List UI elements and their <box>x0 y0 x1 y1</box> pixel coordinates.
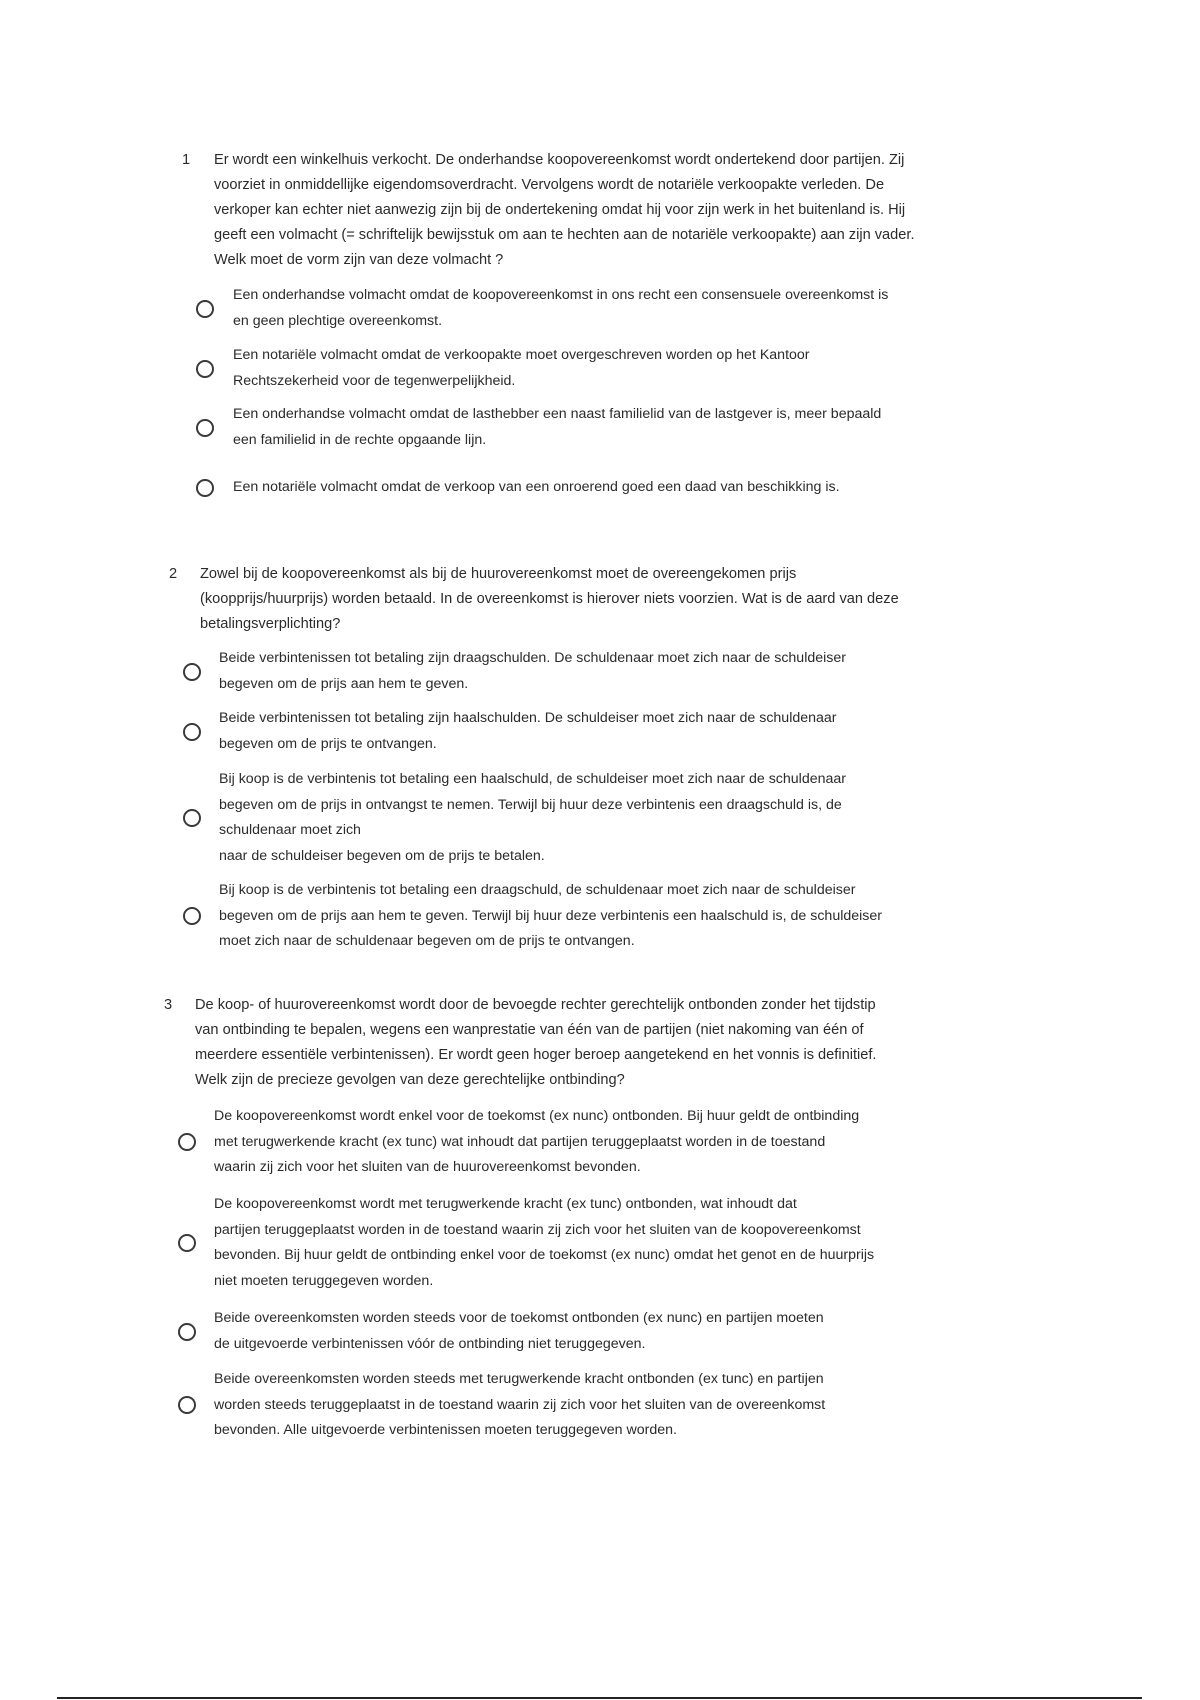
question-number: 1 <box>182 152 191 168</box>
question-line: geeft een volmacht (= schriftelijk bewijsstuk om aan te hechten aan de notariële verkoopakte) aan zijn vader. <box>214 227 915 243</box>
answer-option-2d[interactable] <box>0 878 1200 956</box>
answer-option-2b[interactable] <box>0 706 1200 760</box>
radio-button[interactable] <box>183 907 201 925</box>
radio-button[interactable] <box>178 1323 196 1341</box>
question-line: Welk moet de vorm zijn van deze volmacht ? <box>214 252 504 268</box>
option-text: Een notariële volmacht omdat de verkoop van een onroerend goed een daad van beschikking is. <box>233 479 840 495</box>
radio-button[interactable] <box>183 723 201 741</box>
question-line: betalingsverplichting? <box>200 616 341 632</box>
option-text: Beide overeenkomsten worden steeds met terugwerkende kracht ontbonden (ex tunc) en partijen worden steeds teruggeplaatst in de toestand waarin zij zich voor het sluiten van de overeenkomst bevonden. Alle uitgevoerde verbintenissen moeten teruggegeven worden. <box>214 1371 826 1438</box>
answer-option-3c[interactable] <box>0 1306 1200 1360</box>
option-text: Een onderhandse volmacht omdat de koopovereenkomst in ons recht een consensuele overeenkomst is en geen plechtige overeenkomst. <box>233 287 889 329</box>
radio-button[interactable] <box>183 663 201 681</box>
question-line: Welk zijn de precieze gevolgen van deze gerechtelijke ontbinding? <box>195 1072 625 1088</box>
option-text: De koopovereenkomst wordt enkel voor de toekomst (ex nunc) ontbonden. Bij huur geldt de ontbinding met terugwerkende kracht (ex tunc) wat inhoudt dat partijen teruggeplaatst worden in de toestand waarin zij zich voor het sluiten van de huurovereenkomst bevonden. <box>214 1108 860 1175</box>
option-text: Beide verbintenissen tot betaling zijn haalschulden. De schuldeiser moet zich naar de schuldenaar begeven om de prijs te ontvangen. <box>219 710 837 752</box>
question-number: 3 <box>164 997 173 1013</box>
answer-option-2c[interactable] <box>0 767 1200 871</box>
question-line: van ontbinding te bepalen, wegens een wanprestatie van één van de partijen (niet nakoming van één of <box>195 1022 864 1038</box>
question-line: (koopprijs/huurprijs) worden betaald. In de overeenkomst is hierover niets voorzien. Wat is de aard van deze <box>200 591 899 607</box>
answer-option-3d[interactable] <box>0 1367 1200 1445</box>
radio-button[interactable] <box>196 479 214 497</box>
radio-button[interactable] <box>196 360 214 378</box>
answer-option-3a[interactable] <box>0 1104 1200 1182</box>
radio-button[interactable] <box>196 300 214 318</box>
question-text <box>195 993 1075 1093</box>
question-2 <box>169 562 1069 637</box>
question-3 <box>164 993 1074 1093</box>
option-text: Een onderhandse volmacht omdat de lasthebber een naast familielid van de lastgever is, meer bepaald een familielid in de rechte opgaande lijn. <box>233 406 882 448</box>
question-text <box>214 148 1074 273</box>
option-text: Beide overeenkomsten worden steeds voor de toekomst ontbonden (ex nunc) en partijen moeten de uitgevoerde verbintenissen vóór de ontbinding niet teruggegeven. <box>214 1310 824 1352</box>
option-text: Bij koop is de verbintenis tot betaling een haalschuld, de schuldeiser moet zich naar de schuldenaar begeven om de prijs in ontvangst te nemen. Terwijl bij huur deze verbintenis een draagschuld is, de schuldenaar moet zich naar de schuldeiser begeven om de prijs te betalen. <box>219 771 847 864</box>
radio-button[interactable] <box>178 1396 196 1414</box>
answer-option-1d[interactable] <box>0 475 1200 503</box>
answer-option-1a[interactable] <box>0 283 1200 337</box>
question-1 <box>182 148 1062 273</box>
question-line: verkoper kan echter niet aanwezig zijn bij de ondertekening omdat hij voor zijn werk in het buitenland is. Hij <box>214 202 906 218</box>
radio-button[interactable] <box>196 419 214 437</box>
answer-option-1b[interactable] <box>0 343 1200 397</box>
question-line: voorziet in onmiddellijke eigendomsoverdracht. Vervolgens wordt de notariële verkoopakte verleden. De <box>214 177 885 193</box>
answer-option-2a[interactable] <box>0 646 1200 700</box>
question-line: Er wordt een winkelhuis verkocht. De onderhandse koopovereenkomst wordt ondertekend door partijen. Zij <box>214 152 905 168</box>
option-text: Een notariële volmacht omdat de verkoopakte moet overgeschreven worden op het Kantoor Rechtszekerheid voor de tegenwerpelijkheid. <box>233 347 810 389</box>
radio-button[interactable] <box>178 1133 196 1151</box>
option-text: Beide verbintenissen tot betaling zijn draagschulden. De schuldenaar moet zich naar de schuldeiser begeven om de prijs aan hem te geven. <box>219 650 846 692</box>
answer-option-3b[interactable] <box>0 1192 1200 1296</box>
option-text: Bij koop is de verbintenis tot betaling een draagschuld, de schuldenaar moet zich naar de schuldeiser begeven om de prijs aan hem te geven. Terwijl bij huur deze verbintenis een haalschuld is, de schuldeiser moet zich naar de schuldenaar begeven om de prijs te ontvangen. <box>219 882 883 949</box>
question-number: 2 <box>169 566 178 582</box>
radio-button[interactable] <box>178 1234 196 1252</box>
question-text <box>200 562 1070 637</box>
option-text: De koopovereenkomst wordt met terugwerkende kracht (ex tunc) ontbonden, wat inhoudt dat partijen teruggeplaatst worden in de toestand waarin zij zich voor het sluiten van de koopovereenkomst bevonden. Bij huur geldt de ontbinding enkel voor de toekomst (ex nunc) omdat het genot en de huurprijs niet moeten teruggegeven worden. <box>214 1196 875 1289</box>
answer-option-1c[interactable] <box>0 402 1200 456</box>
question-line: Zowel bij de koopovereenkomst als bij de huurovereenkomst moet de overeengekomen prijs <box>200 566 797 582</box>
question-line: meerdere essentiële verbintenissen). Er wordt geen hoger beroep aangetekend en het vonnis is definitief. <box>195 1047 877 1063</box>
question-line: De koop- of huurovereenkomst wordt door de bevoegde rechter gerechtelijk ontbonden zonder het tijdstip <box>195 997 876 1013</box>
radio-button[interactable] <box>183 809 201 827</box>
footer-divider <box>57 1697 1142 1699</box>
